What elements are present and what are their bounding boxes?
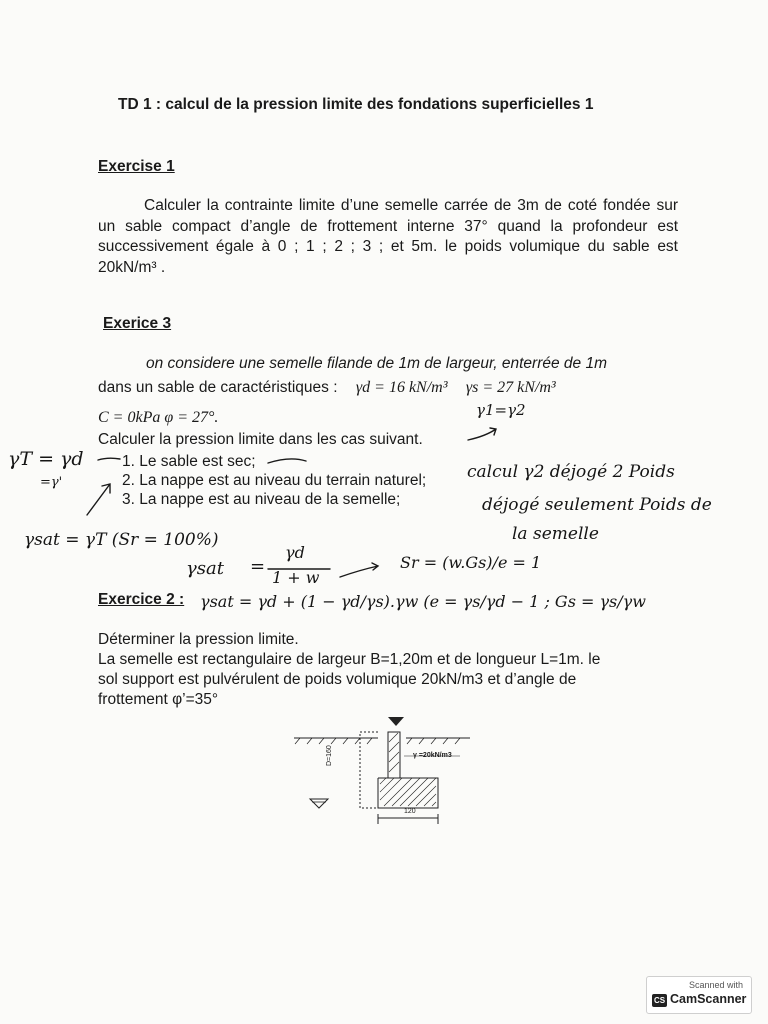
case-1: 1. Le sable est sec; (122, 453, 256, 470)
exercise2-heading: Exercice 2 : (98, 591, 185, 608)
exercise1-heading: Exercise 1 (98, 158, 175, 175)
exercise3-line2-text: dans un sable de caractéristiques : (98, 379, 338, 396)
hand-arrow-stroke-3 (340, 563, 378, 577)
page-title: TD 1 : calcul de la pression limite des fondations superficielles 1 (118, 96, 594, 113)
hand-underline-stroke (268, 459, 306, 463)
exercise3-line1: on considere une semelle filande de 1m de largeur, enterrée de 1m (146, 355, 607, 372)
hand-note-right2: déjogé seulement Poids de (482, 495, 712, 515)
hand-fraction-numerator: γd (285, 543, 305, 562)
hand-arrow-stroke (87, 484, 110, 515)
water-table-triangle (310, 799, 328, 808)
hand-note-right1: calcul γ2 déjogé 2 Poids (467, 462, 675, 482)
exercise2-line1: Déterminer la pression limite. (98, 631, 299, 648)
exercise3-heading: Exerice 3 (103, 315, 172, 332)
hand-equals-sign: = (250, 556, 266, 577)
load-arrow-triangle (388, 717, 404, 726)
figure-gamma-label: γ =20kN/m3 (413, 752, 452, 759)
hand-note-gamma1-gamma2: γ1=γ2 (476, 401, 526, 419)
hand-fraction-denominator: 1 + w (272, 568, 320, 587)
gamma-s-value: γs = 27 kN/m³ (465, 379, 556, 396)
hand-note-gamma-prime: =γ' (40, 475, 63, 490)
gamma-d-value: γd = 16 kN/m³ (355, 379, 448, 396)
hand-gamma-sat-label: γsat (186, 558, 224, 579)
hand-arrow-stroke-2 (468, 428, 496, 440)
exercise3-line4: Calculer la pression limite dans les cas suivant. (98, 431, 423, 448)
hand-note-gammaT: γT = γd (8, 448, 84, 470)
exercise2-line2: La semelle est rectangulaire de largeur B=1,20m et de longueur L=1m. le (98, 651, 601, 668)
exercise2-line3: sol support est pulvérulent de poids volumique 20kN/m3 et d’angle de (98, 671, 577, 688)
hand-note-gamma-sat-1: γsat = γT (Sr = 100%) (24, 530, 219, 550)
hand-dash-stroke (98, 458, 120, 460)
foundation-figure (290, 712, 480, 830)
depth-dimension-line (360, 732, 378, 808)
hand-note-sr-equation: Sr = (w.Gs)/e = 1 (400, 553, 542, 572)
case-2: 2. La nappe est au niveau du terrain naturel; (122, 472, 427, 489)
case-3: 3. La nappe est au niveau de la semelle; (122, 491, 401, 508)
hand-note-right3: la semelle (512, 524, 599, 544)
figure-width-label: 120 (404, 808, 416, 815)
figure-depth-label: D=160 (326, 745, 333, 766)
camscanner-badge (646, 976, 752, 1014)
exercise3-line3: C = 0kPa φ = 27°. (98, 409, 219, 426)
camscanner-brand-label: CamScanner (670, 992, 747, 1006)
hand-note-gamma-sat-2: γsat = γd + (1 − γd/γs).γw (e = γs/γd − 1 ; Gs = γs/γw (200, 592, 646, 611)
scanned-with-label: Scanned with (688, 980, 743, 990)
camscanner-logo-icon: CS (653, 996, 666, 1005)
exercise2-line4: frottement φ’=35° (98, 691, 219, 708)
exercise1-text: Calculer la contrainte limite d’une semelle carrée de 3m de coté fondée sur un sable compact d’angle de frottement interne 37° quand la profondeur est successivement égale à 0 ; 1 ; 2 ; 3 ; et 5m. le poids volumique du sable est 20kN/m³ . (98, 197, 678, 276)
